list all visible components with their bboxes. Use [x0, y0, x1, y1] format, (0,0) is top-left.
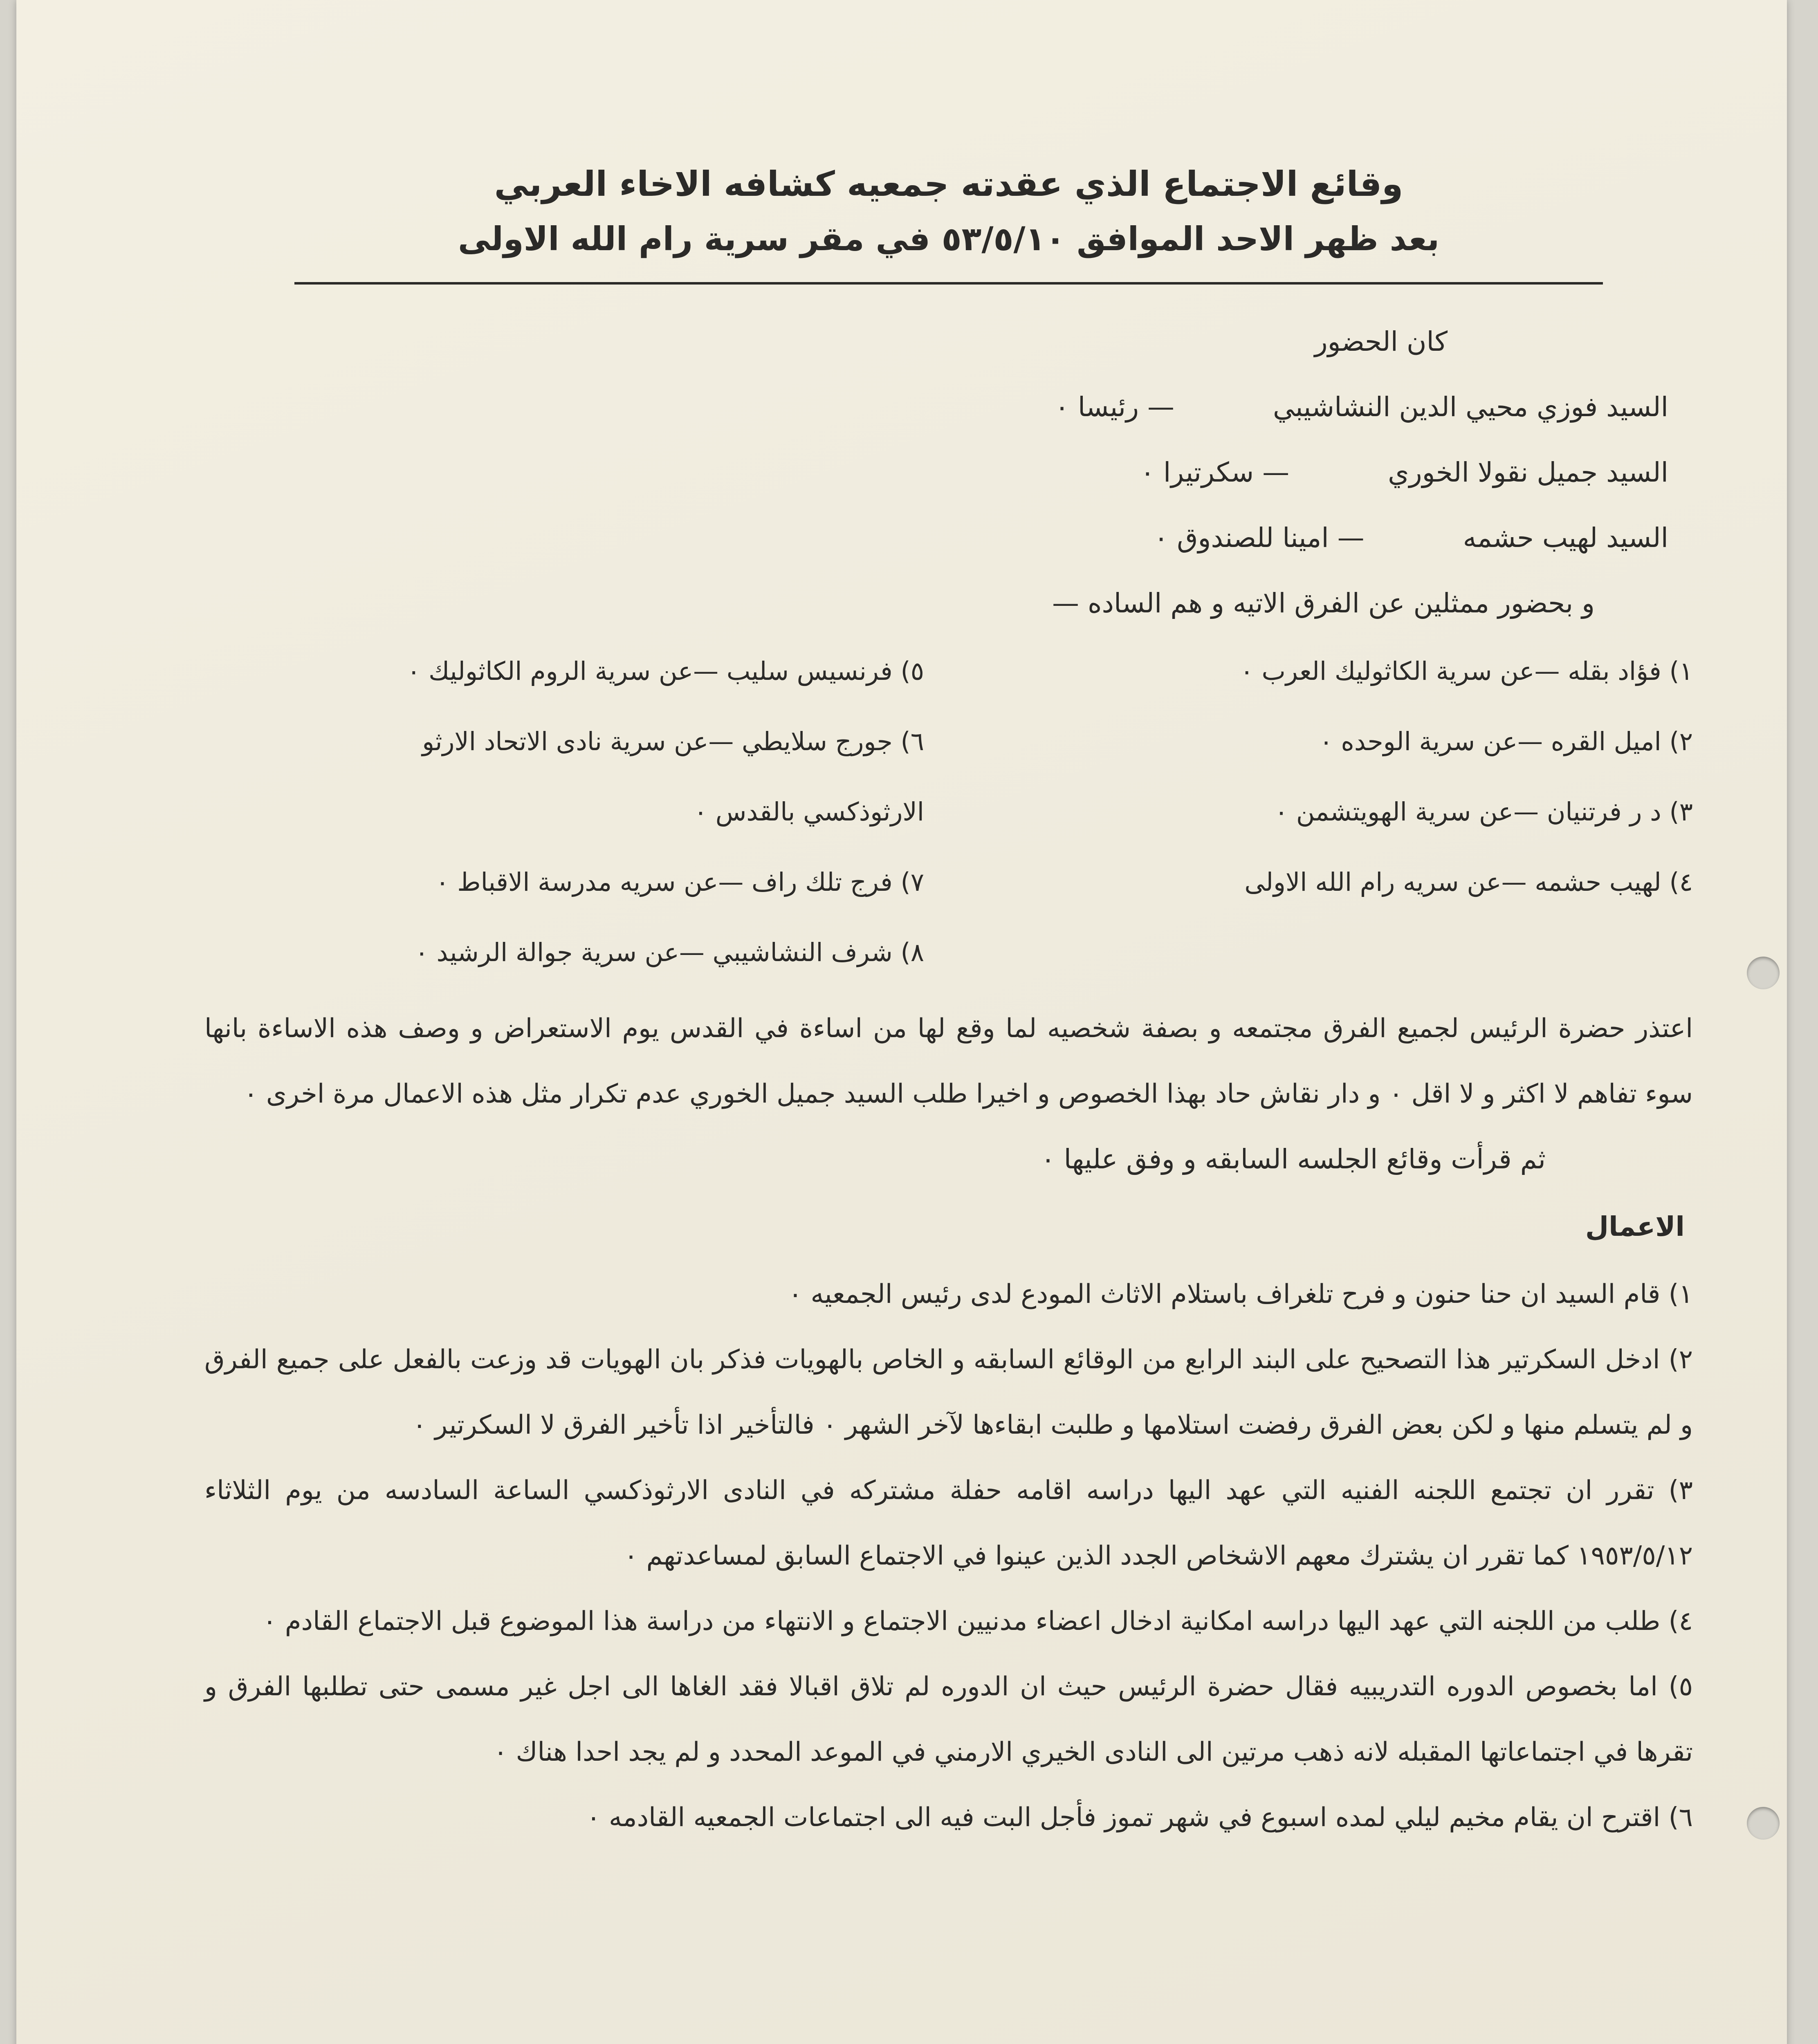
- action-item: ٥) اما بخصوص الدوره التدريبيه فقال حضرة الرئيس حيث ان الدوره لم تلاق اقبالا فقد الغاها الى اجل غير مسمى حتى تطلبها الفرق و تقرها في اجتماعاتها المقبله لانه ذهب مرتين الى النادى الخيري الارمني في الموعد المحدد و لم يجد احدا هناك ٠: [204, 1672, 1693, 1767]
- document-subtitle: بعد ظهر الاحد الموافق ٥٣/٥/١٠ في مقر سرية رام الله الاولى: [458, 220, 1440, 258]
- attendee-row: [204, 374, 1693, 440]
- apology-paragraph: اعتذر حضرة الرئيس لجميع الفرق مجتمعه و بصفة شخصيه لما وقع لها من اساءة في القدس يوم الاستعراض و وصف هذه الاساءة بانها سوء تفاهم لا اكثر و لا اقل ٠ و دار نقاش حاد بهذا الخصوص و اخيرا طلب السيد جميل الخوري عدم تكرار مثل هذه الاعمال مرة اخرى ٠: [204, 1013, 1693, 1109]
- representative-item: ٦) جورج سلايطي —عن سرية نادى الاتحاد الارثو: [422, 726, 924, 756]
- action-item: ٤) طلب من اللجنه التي عهد اليها دراسه امكانية ادخال اعضاء مدنيين الاجتماع و الانتهاء من دراسة هذا الموضوع قبل الاجتماع القادم ٠: [263, 1606, 1693, 1636]
- document-body: [204, 155, 1693, 1850]
- representative-item: الارثوذكسي بالقدس ٠: [694, 797, 924, 827]
- representative-item: ١) فؤاد بقله —عن سرية الكاثوليك العرب ٠: [1240, 656, 1693, 686]
- representative-item: ٥) فرنسيس سليب —عن سرية الروم الكاثوليك ٠: [407, 656, 924, 686]
- paper-sheet: [16, 0, 1787, 2044]
- attendee-name: السيد لهيب حشمه: [1463, 522, 1668, 554]
- representative-item: ٢) اميل القره —عن سرية الوحده ٠: [1319, 726, 1693, 756]
- document-title: وقائع الاجتماع الذي عقدته جمعيه كشافه الاخاء العربي: [494, 164, 1403, 204]
- attendee-row: [204, 440, 1693, 505]
- action-item: ٢) ادخل السكرتير هذا التصحيح على البند الرابع من الوقائع السابقه و الخاص بالهويات فذكر بان الهويات قد وزعت بالفعل على جميع الفرق و لم يتسلم منها و لكن بعض الفرق رفضت استلامها و طلبت ابقاءها لآخر الشهر ٠ فالتأخير اذا تأخير الفرق لا السكرتير ٠: [204, 1345, 1693, 1440]
- representatives-list: [204, 636, 1693, 988]
- attendee-role: — سكرتيرا ٠: [1140, 457, 1290, 488]
- attendee-name: السيد جميل نقولا الخوري: [1388, 457, 1668, 488]
- punch-hole-top: [1747, 957, 1780, 989]
- attendee-row: [204, 505, 1693, 571]
- action-item: ٦) اقترح ان يقام مخيم ليلي لمده اسبوع في شهر تموز فأجل البت فيه الى اجتماعات الجمعيه القادمه ٠: [586, 1802, 1693, 1833]
- attendee-role: — امينا للصندوق ٠: [1154, 522, 1365, 554]
- representative-item: ٨) شرف النشاشيبي —عن سرية جوالة الرشيد ٠: [415, 937, 924, 967]
- representative-item: ٧) فرج تلك راف —عن سريه مدرسة الاقباط ٠: [435, 867, 924, 897]
- actions-heading: الاعمال: [1585, 1211, 1685, 1242]
- representative-item: ٣) د ر فرتنيان —عن سرية الهويتشمن ٠: [1274, 797, 1693, 827]
- action-item: ٣) تقرر ان تجتمع اللجنه الفنيه التي عهد اليها دراسه اقامه حفلة مشتركه في النادى الارثوذكسي الساعة السادسه من يوم الثلاثاء ١٩٥٣/٥/١٢ كما تقرر ان يشترك معهم الاشخاص الجدد الذين عينوا في الاجتماع السابق لمساعدتهم ٠: [204, 1475, 1693, 1571]
- attendee-role: — رئيسا ٠: [1055, 391, 1174, 423]
- punch-hole-bottom: [1747, 1807, 1780, 1840]
- representative-item: ٤) لهيب حشمه —عن سريه رام الله الاولى: [1244, 867, 1693, 897]
- minutes-line: ثم قرأت وقائع الجلسه السابقه و وفق عليها ٠: [1041, 1143, 1546, 1175]
- representatives-intro: و بحضور ممثلين عن الفرق الاتيه و هم الساده —: [1052, 587, 1595, 619]
- action-item: ١) قام السيد ان حنا حنون و فرح تلغراف باستلام الاثاث المودع لدى رئيس الجمعيه ٠: [788, 1279, 1693, 1309]
- attendee-name: السيد فوزي محيي الدين النشاشيبي: [1273, 391, 1668, 423]
- title-underline: [294, 282, 1603, 285]
- representative-item: [973, 917, 1693, 988]
- attendance-heading: كان الحضور: [1314, 326, 1448, 357]
